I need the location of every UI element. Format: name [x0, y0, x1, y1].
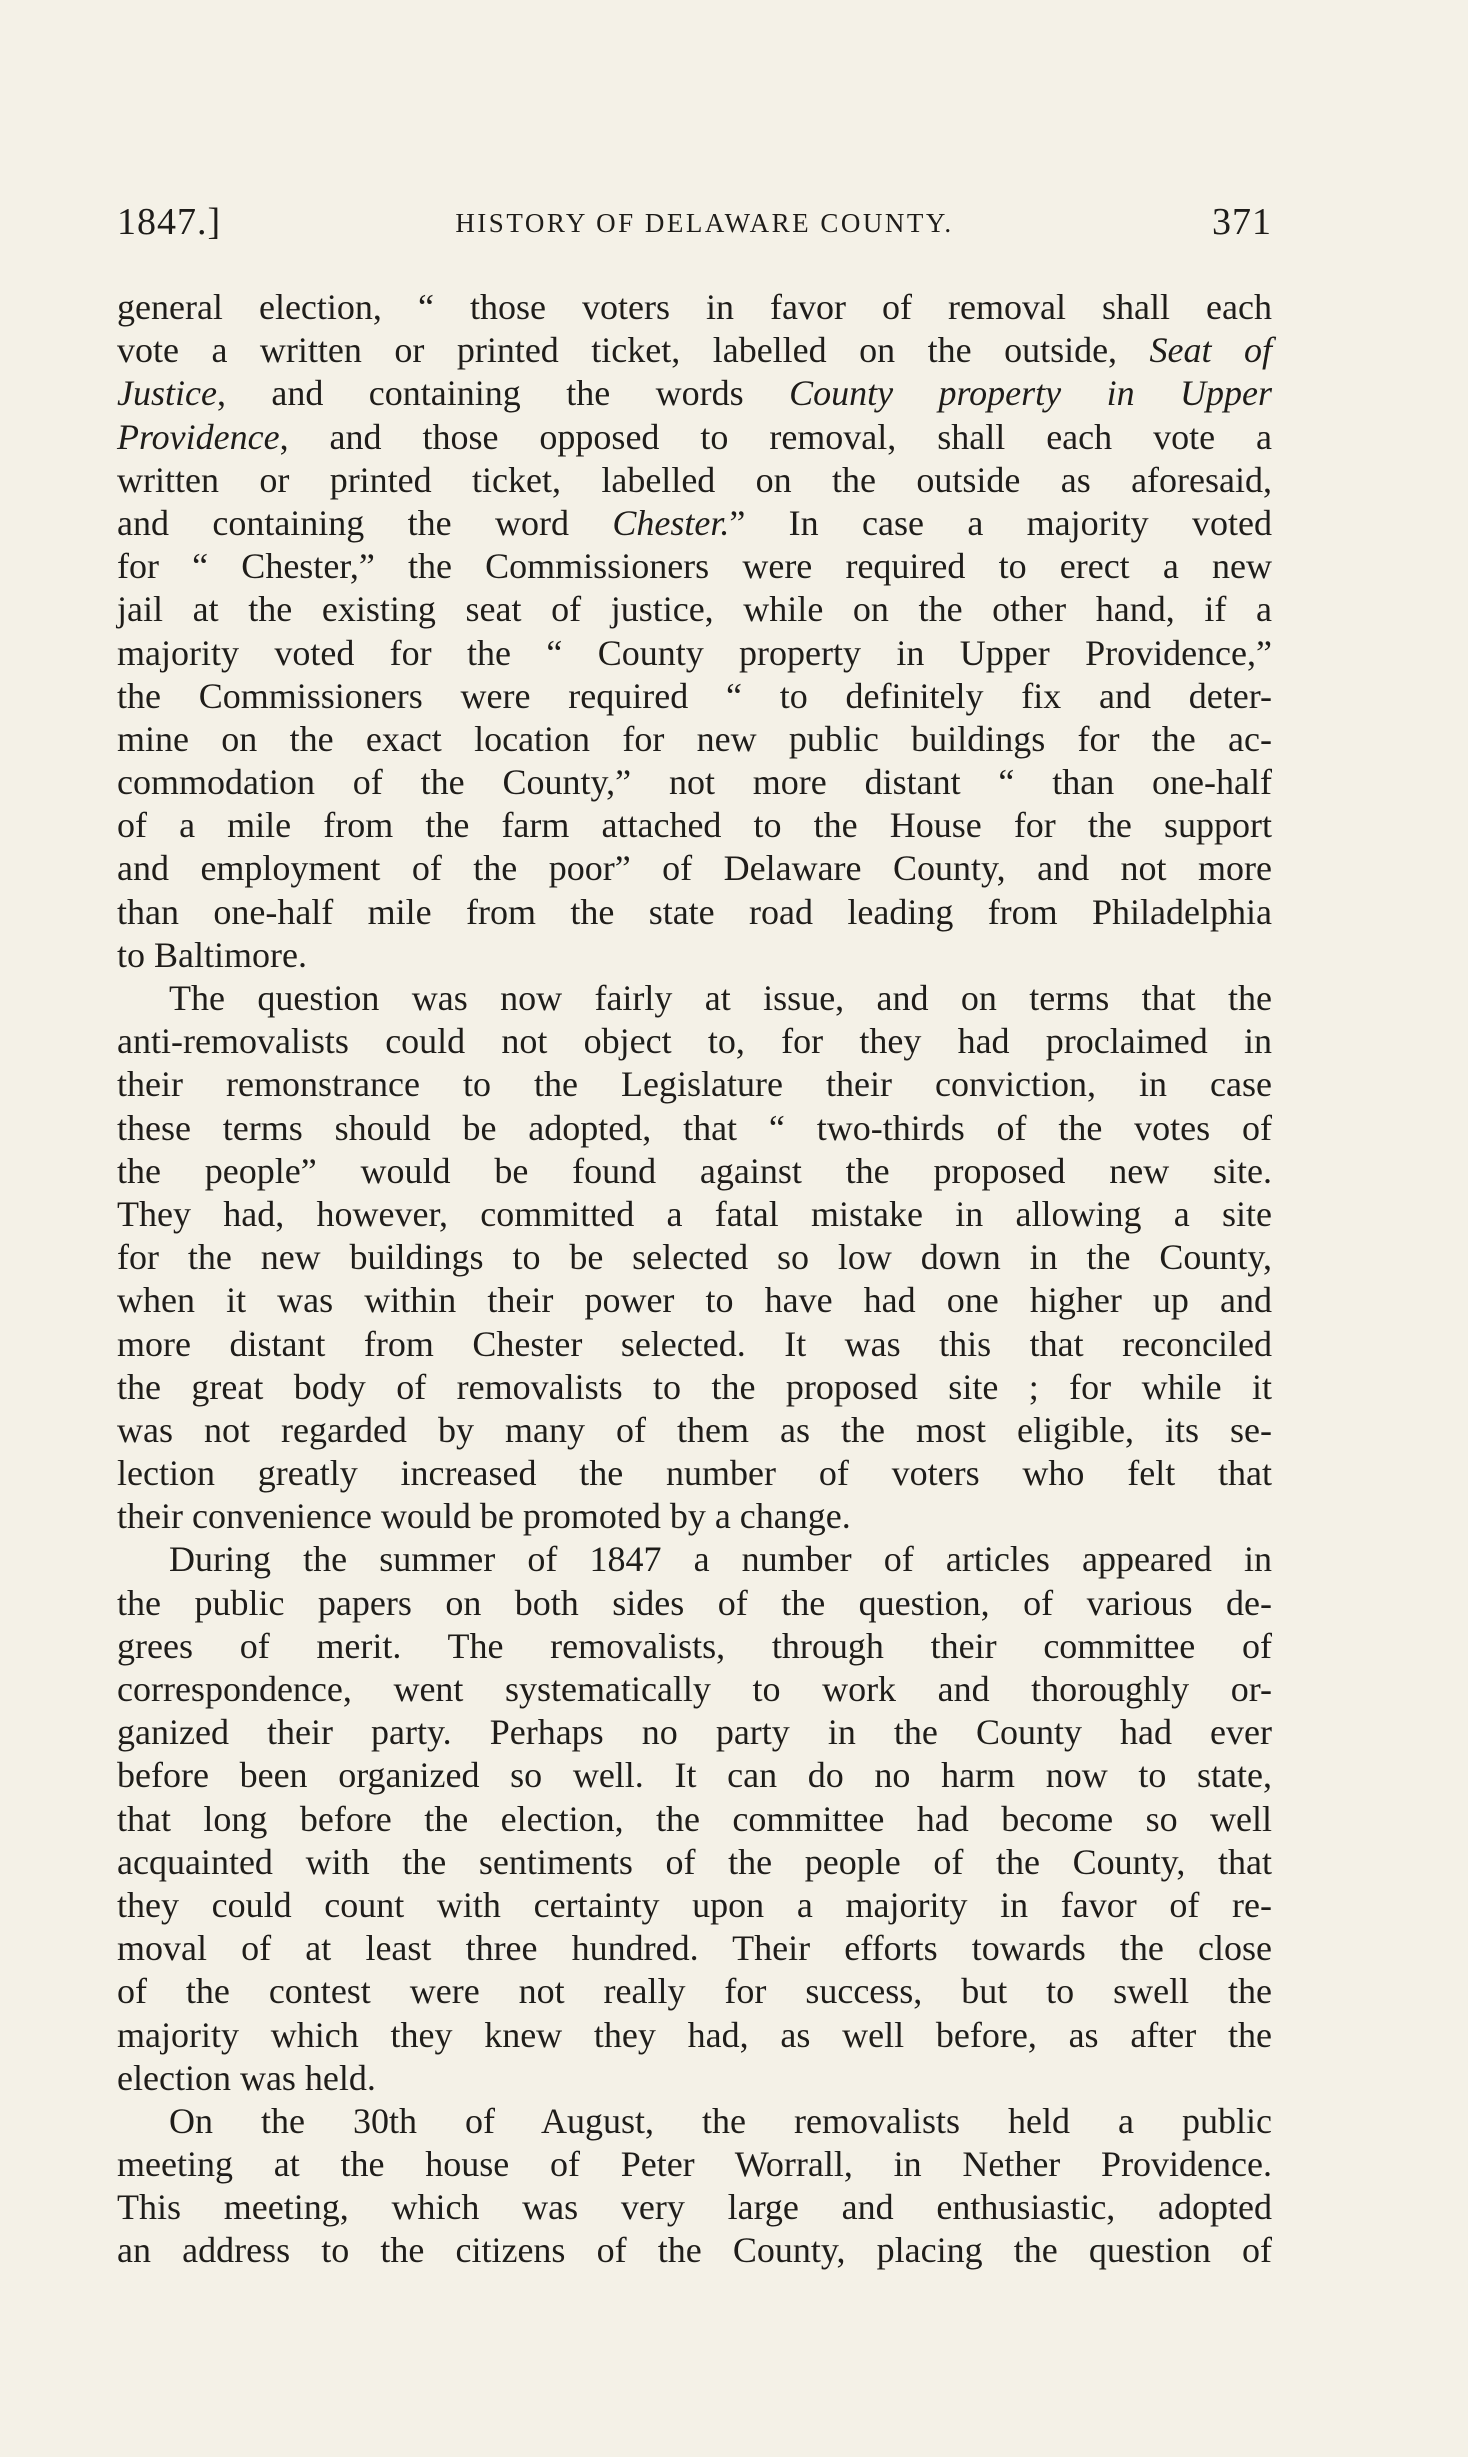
page-number: 371: [1212, 201, 1272, 243]
text-run: jail at the existing seat of justice, while on the other hand, if a: [117, 589, 1272, 630]
text-run: majority voted for the “ County property in Upper Providence,”: [117, 632, 1272, 673]
text-line: [117, 632, 1272, 675]
text-run: On the 30th of August, the removalists held a public: [169, 2100, 1272, 2141]
text-line: [117, 1582, 1272, 1625]
running-head-title: HISTORY OF DELAWARE COUNTY.: [455, 208, 954, 238]
text-run: , and containing the words: [216, 373, 790, 414]
text-run: these terms should be adopted, that “ two-thirds of the votes of: [117, 1107, 1272, 1148]
text-line: [117, 1193, 1272, 1236]
text-line: [117, 372, 1272, 415]
text-line: [117, 2186, 1272, 2229]
text-line: [117, 1236, 1272, 1279]
text-run: They had, however, committed a fatal mistake in allowing a site: [117, 1193, 1272, 1234]
italic-text: County property in Upper: [789, 373, 1272, 414]
italic-text: Seat of: [1149, 330, 1273, 371]
text-line: [117, 2143, 1272, 2186]
text-run: correspondence, went systematically to work and thoroughly or-: [117, 1669, 1272, 1709]
text-line: [117, 847, 1272, 890]
italic-text: Chester.: [612, 502, 730, 543]
text-line: [117, 1409, 1272, 1452]
body-text: [117, 286, 1272, 2273]
text-line: [117, 934, 1272, 977]
italic-text: Providence: [117, 416, 280, 457]
text-line: [117, 459, 1272, 502]
text-line: [117, 1366, 1272, 1409]
text-run: mine on the exact location for new public buildings for the ac-: [117, 718, 1272, 759]
text-line: [117, 675, 1272, 718]
text-line: [117, 804, 1272, 847]
text-line: [117, 1020, 1272, 1063]
text-run: of a mile from the farm attached to the House for the support: [117, 805, 1272, 846]
text-line: [117, 2100, 1272, 2143]
text-line: [117, 977, 1272, 1020]
text-run: grees of merit. The removalists, through their committee of: [117, 1625, 1272, 1666]
text-line: [117, 1279, 1272, 1322]
text-run: was not regarded by many of them as the most eligible, its se-: [117, 1409, 1272, 1450]
text-line: [117, 1538, 1272, 1581]
text-run: election was held.: [117, 2057, 376, 2098]
text-line: [117, 1754, 1272, 1797]
text-run: written or printed ticket, labelled on the outside as aforesaid,: [117, 459, 1272, 500]
text-run: their remonstrance to the Legislature their conviction, in case: [117, 1064, 1272, 1105]
text-run: During the summer of 1847 a number of articles appeared in: [169, 1539, 1272, 1580]
text-run: of the contest were not really for success, but to swell the: [117, 1971, 1272, 2012]
text-line: [117, 1798, 1272, 1841]
text-run: ganized their party. Perhaps no party in the County had ever: [117, 1712, 1272, 1753]
text-run: vote a written or printed ticket, labelled on the outside,: [117, 330, 1150, 371]
text-run: they could count with certainty upon a majority in favor of re-: [117, 1884, 1272, 1925]
text-line: [117, 1625, 1272, 1668]
text-run: acquainted with the sentiments of the people of the County, that: [117, 1841, 1272, 1882]
text-run: for the new buildings to be selected so low down in the County,: [117, 1237, 1272, 1278]
text-line: [117, 1452, 1272, 1495]
text-line: [117, 1668, 1272, 1711]
text-line: [117, 286, 1272, 329]
text-run: the public papers on both sides of the question, of various de-: [117, 1582, 1272, 1623]
italic-text: Justice: [117, 373, 217, 414]
text-run: majority which they knew they had, as well before, as after the: [117, 2014, 1272, 2055]
text-run: more distant from Chester selected. It was this that reconciled: [117, 1323, 1272, 1364]
text-run: an address to the citizens of the County, placing the question of: [117, 2230, 1272, 2271]
text-run: lection greatly increased the number of voters who felt that: [117, 1453, 1272, 1494]
text-run: the great body of removalists to the proposed site ; for while it: [117, 1366, 1272, 1407]
text-run: the people” would be found against the proposed new site.: [117, 1150, 1272, 1191]
text-line: [117, 718, 1272, 761]
text-run: when it was within their power to have had one higher up and: [117, 1280, 1272, 1321]
text-line: [117, 1841, 1272, 1884]
text-run: ” In case a majority voted: [729, 502, 1272, 543]
text-run: for “ Chester,” the Commissioners were required to erect a new: [117, 546, 1272, 587]
text-run: and containing the word: [117, 502, 613, 543]
text-line: [117, 761, 1272, 804]
text-run: that long before the election, the committee had become so well: [117, 1798, 1272, 1839]
text-line: [117, 588, 1272, 631]
text-line: [117, 1884, 1272, 1927]
text-line: [117, 1927, 1272, 1970]
text-line: [117, 545, 1272, 588]
text-line: [117, 1323, 1272, 1366]
text-run: to Baltimore.: [117, 934, 307, 975]
text-line: [117, 2229, 1272, 2272]
text-line: [117, 1711, 1272, 1754]
text-run: commodation of the County,” not more distant “ than one-half: [117, 762, 1272, 803]
text-run: , and those opposed to removal, shall each vote a: [279, 416, 1272, 457]
text-line: [117, 891, 1272, 934]
text-run: before been organized so well. It can do no harm now to state,: [117, 1755, 1272, 1796]
text-line: [117, 2014, 1272, 2057]
text-line: [117, 1063, 1272, 1106]
text-line: [117, 2057, 1272, 2100]
text-run: meeting at the house of Peter Worrall, in Nether Providence.: [117, 2144, 1272, 2185]
text-run: moval of at least three hundred. Their efforts towards the close: [117, 1928, 1272, 1969]
text-run: general election, “ those voters in favor of removal shall each: [117, 287, 1272, 327]
text-run: the Commissioners were required “ to definitely fix and deter-: [117, 675, 1272, 716]
text-run: anti-removalists could not object to, for they had proclaimed in: [117, 1021, 1272, 1062]
text-line: [117, 1150, 1272, 1193]
running-head: [117, 200, 1272, 260]
text-line: [117, 502, 1272, 545]
text-run: The question was now fairly at issue, and on terms that the: [169, 978, 1272, 1018]
text-line: [117, 1970, 1272, 2013]
running-head-year: 1847.]: [117, 201, 222, 243]
text-line: [117, 416, 1272, 459]
text-line: [117, 1107, 1272, 1150]
text-line: [117, 1495, 1272, 1538]
text-run: their convenience would be promoted by a change.: [117, 1496, 851, 1537]
text-line: [117, 329, 1272, 372]
text-run: This meeting, which was very large and enthusiastic, adopted: [117, 2187, 1272, 2228]
text-run: than one-half mile from the state road leading from Philadelphia: [117, 891, 1272, 932]
text-run: and employment of the poor” of Delaware County, and not more: [117, 848, 1272, 889]
